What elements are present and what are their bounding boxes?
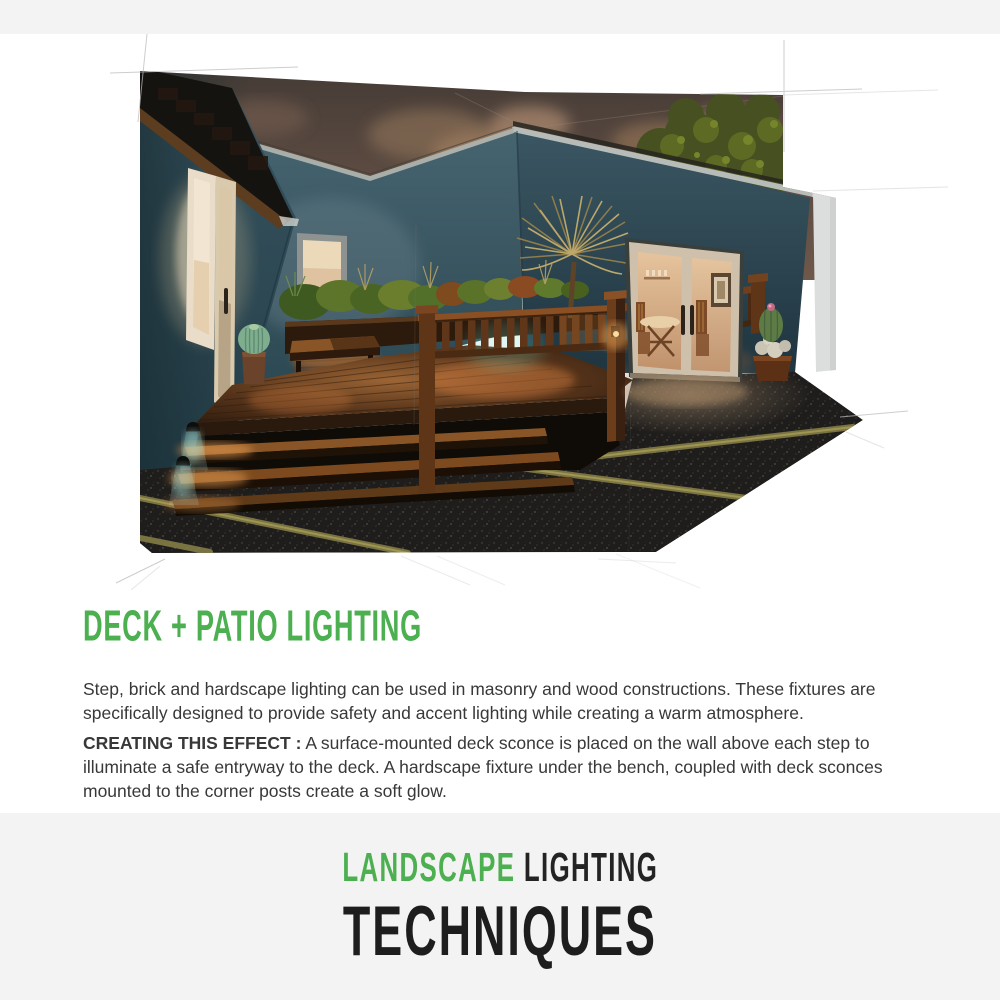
brand-secondary: LIGHTING [523,845,658,891]
footer-band [0,813,1000,1000]
brand-line [0,847,1000,890]
page-title-text: DECK + PATIO LIGHTING [83,601,422,651]
effect-text: A surface-mounted deck sconce is placed on the wall above each step to illuminate a safe entryway to the deck. A hardscape fixture under the bench, coupled with deck sconces mounted to the corner posts create a soft glow. [83,732,883,801]
framed-picture [711,273,731,307]
effect-label: CREATING THIS EFFECT : [83,732,302,753]
railing-end-post [416,305,438,494]
footer-title-text: TECHNIQUES [342,891,658,971]
brand-primary: LANDSCAPE [342,845,516,891]
footer-title [0,892,1000,970]
effect-paragraph [83,731,891,803]
intro-paragraph: Step, brick and hardscape lighting can be used in masonry and wood constructions. These fixtures are specifically designed to provide safety and accent lighting while creating a warm atmosphere. [83,678,876,723]
page-title [83,601,918,651]
wall-edge-panel [813,193,836,372]
